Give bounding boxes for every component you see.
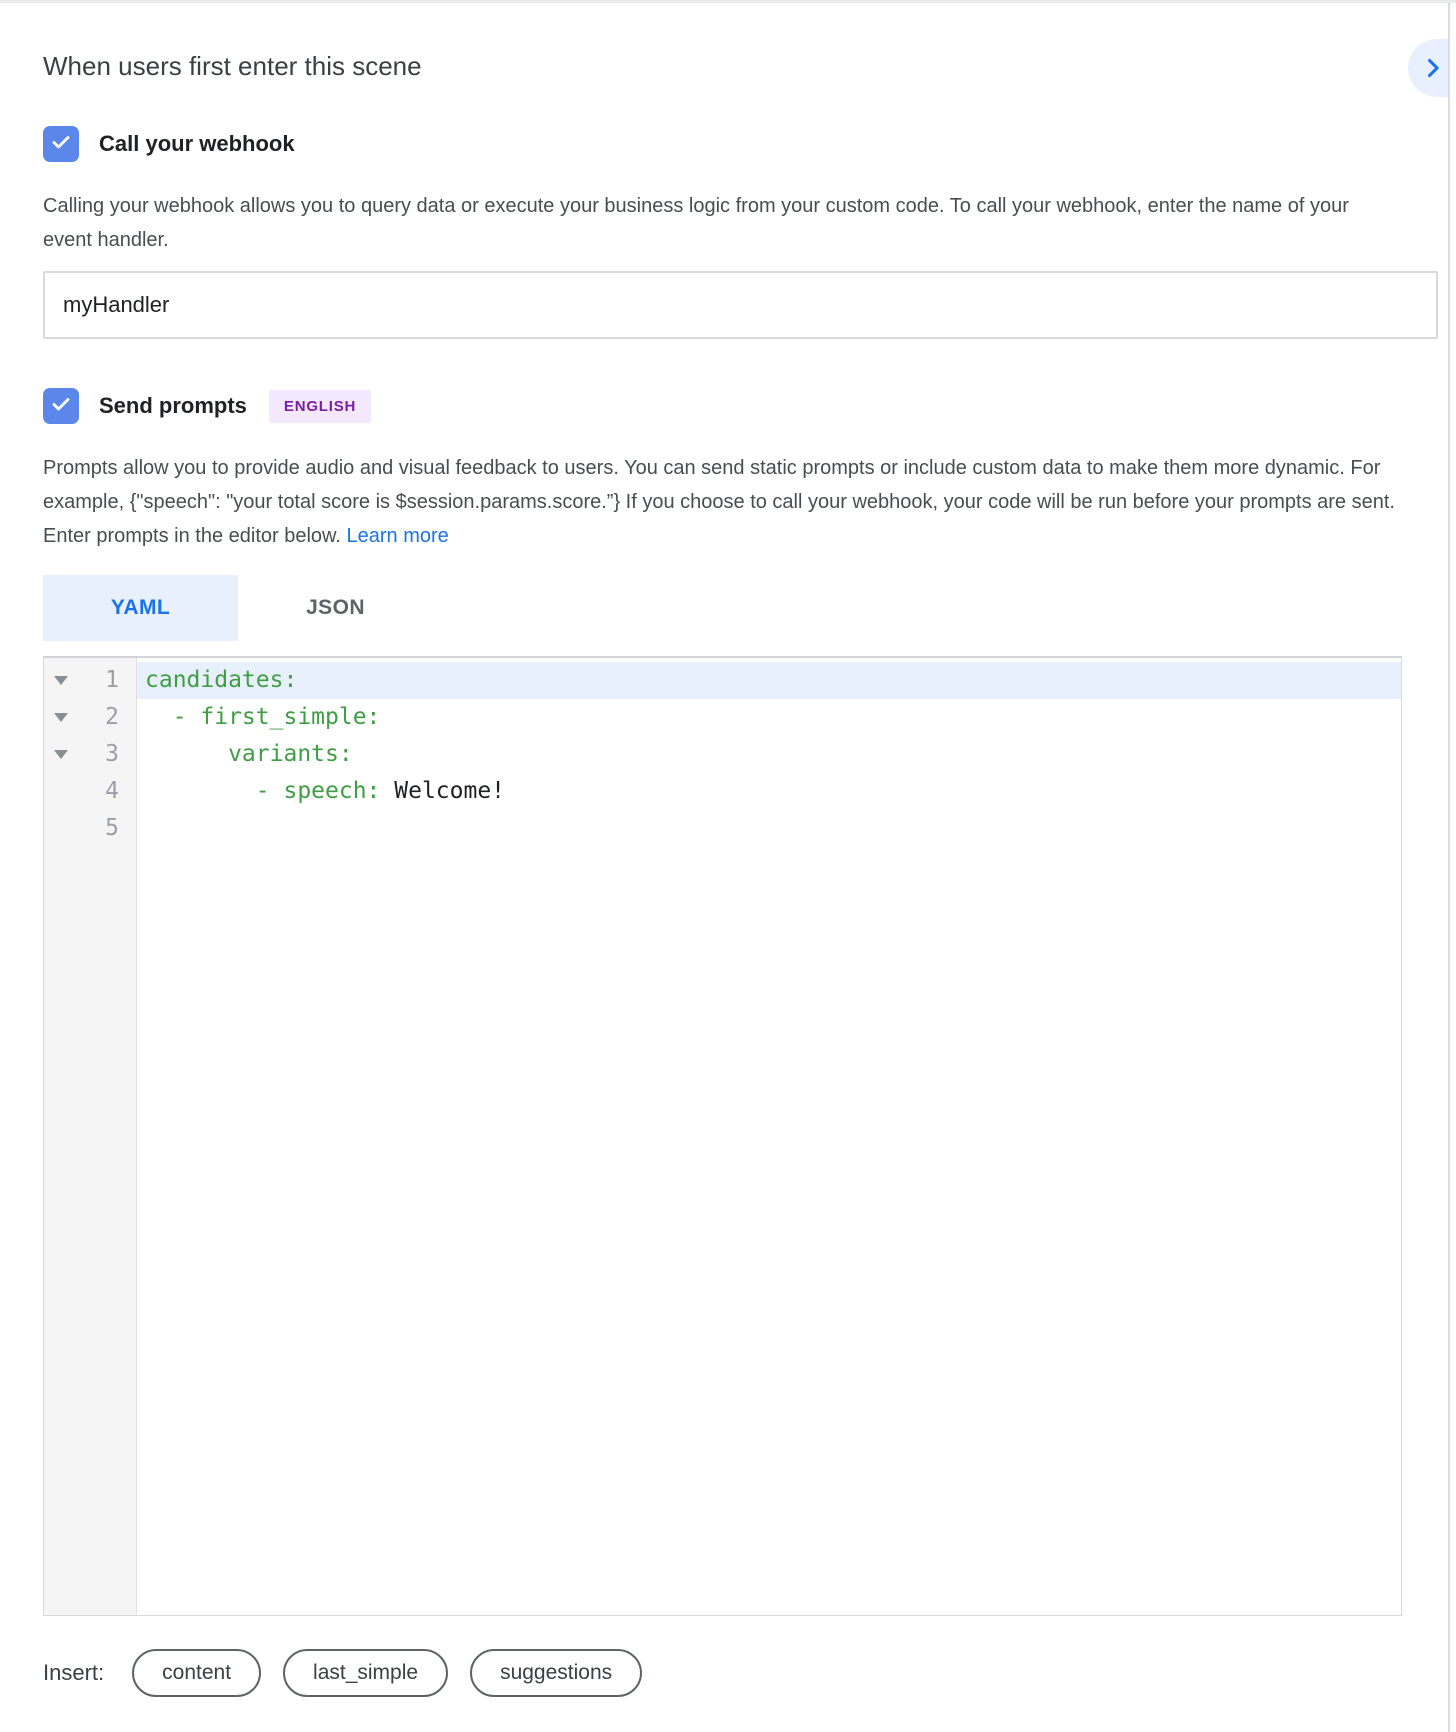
language-badge: ENGLISH <box>269 390 371 423</box>
tab-yaml[interactable] <box>43 575 238 641</box>
chevron-right-icon <box>1419 54 1447 82</box>
code-line[interactable] <box>137 699 1401 736</box>
checkmark-icon <box>49 130 73 159</box>
insert-suggestions-button[interactable] <box>470 1649 642 1697</box>
fold-arrow-icon[interactable] <box>54 676 68 685</box>
event-handler-input[interactable] <box>43 271 1438 339</box>
insert-label: Insert: <box>43 1660 105 1685</box>
tab-label: YAML <box>110 596 171 619</box>
insert-content-button[interactable] <box>132 1649 261 1697</box>
code-line[interactable] <box>137 773 1401 810</box>
line-number: 5 <box>105 815 119 841</box>
call-webhook-label: Call your webhook <box>99 131 295 156</box>
prompts-description-text: Prompts allow you to provide audio and visual feedback to users. You can send static prompts or include custom data to make them more dynamic. For example, {"speech": "your total score is $session.params.score.”} If you choose to call your webhook, your code will be run before your prompts are sent. Enter prompts in the editor below. <box>43 457 1395 547</box>
code-line[interactable] <box>137 662 1401 699</box>
line-number: 4 <box>105 778 119 804</box>
tab-json[interactable] <box>238 575 433 641</box>
insert-last_simple-button[interactable] <box>283 1649 448 1697</box>
send-prompts-checkbox[interactable] <box>43 388 79 424</box>
checkmark-icon <box>49 392 73 421</box>
editor-line <box>44 773 1401 810</box>
fold-arrow-icon[interactable] <box>54 750 68 759</box>
code-token: - speech: <box>145 778 381 804</box>
editor-rows <box>44 658 1401 847</box>
editor-format-tabs <box>43 575 1402 641</box>
insert-button-label: last_simple <box>313 1661 419 1684</box>
insert-button-label: content <box>162 1661 232 1684</box>
panel-right-border <box>1448 3 1450 1732</box>
call-webhook-checkbox[interactable] <box>43 126 79 162</box>
line-number: 3 <box>105 741 119 767</box>
page-title: When users first enter this scene <box>43 51 422 81</box>
code-line[interactable] <box>137 736 1401 773</box>
editor-line <box>44 699 1401 736</box>
insert-toolbar <box>43 1649 1402 1697</box>
code-token: variants: <box>145 741 353 767</box>
editor-line <box>44 736 1401 773</box>
send-prompts-row <box>43 388 1402 424</box>
insert-button-label: suggestions <box>500 1661 613 1684</box>
tab-label: JSON <box>306 596 365 619</box>
code-token: - first_simple: <box>145 704 381 730</box>
panel-top-border <box>0 0 1456 3</box>
call-webhook-row <box>43 126 1402 162</box>
line-number: 1 <box>105 667 119 693</box>
code-line[interactable] <box>137 810 1401 847</box>
webhook-description: Calling your webhook allows you to query data or execute your business logic from your custom code. To call your webhook, enter the name of your event handler. <box>43 195 1349 251</box>
code-token: Welcome! <box>380 778 506 804</box>
line-number: 2 <box>105 704 119 730</box>
yaml-editor[interactable] <box>43 656 1402 1616</box>
editor-line <box>44 662 1401 699</box>
send-prompts-label: Send prompts <box>99 393 247 418</box>
prompts-description <box>43 451 1402 553</box>
code-token: candidates: <box>145 667 298 693</box>
learn-more-link[interactable]: Learn more <box>346 525 449 547</box>
fold-arrow-icon[interactable] <box>54 713 68 722</box>
editor-line <box>44 810 1401 847</box>
